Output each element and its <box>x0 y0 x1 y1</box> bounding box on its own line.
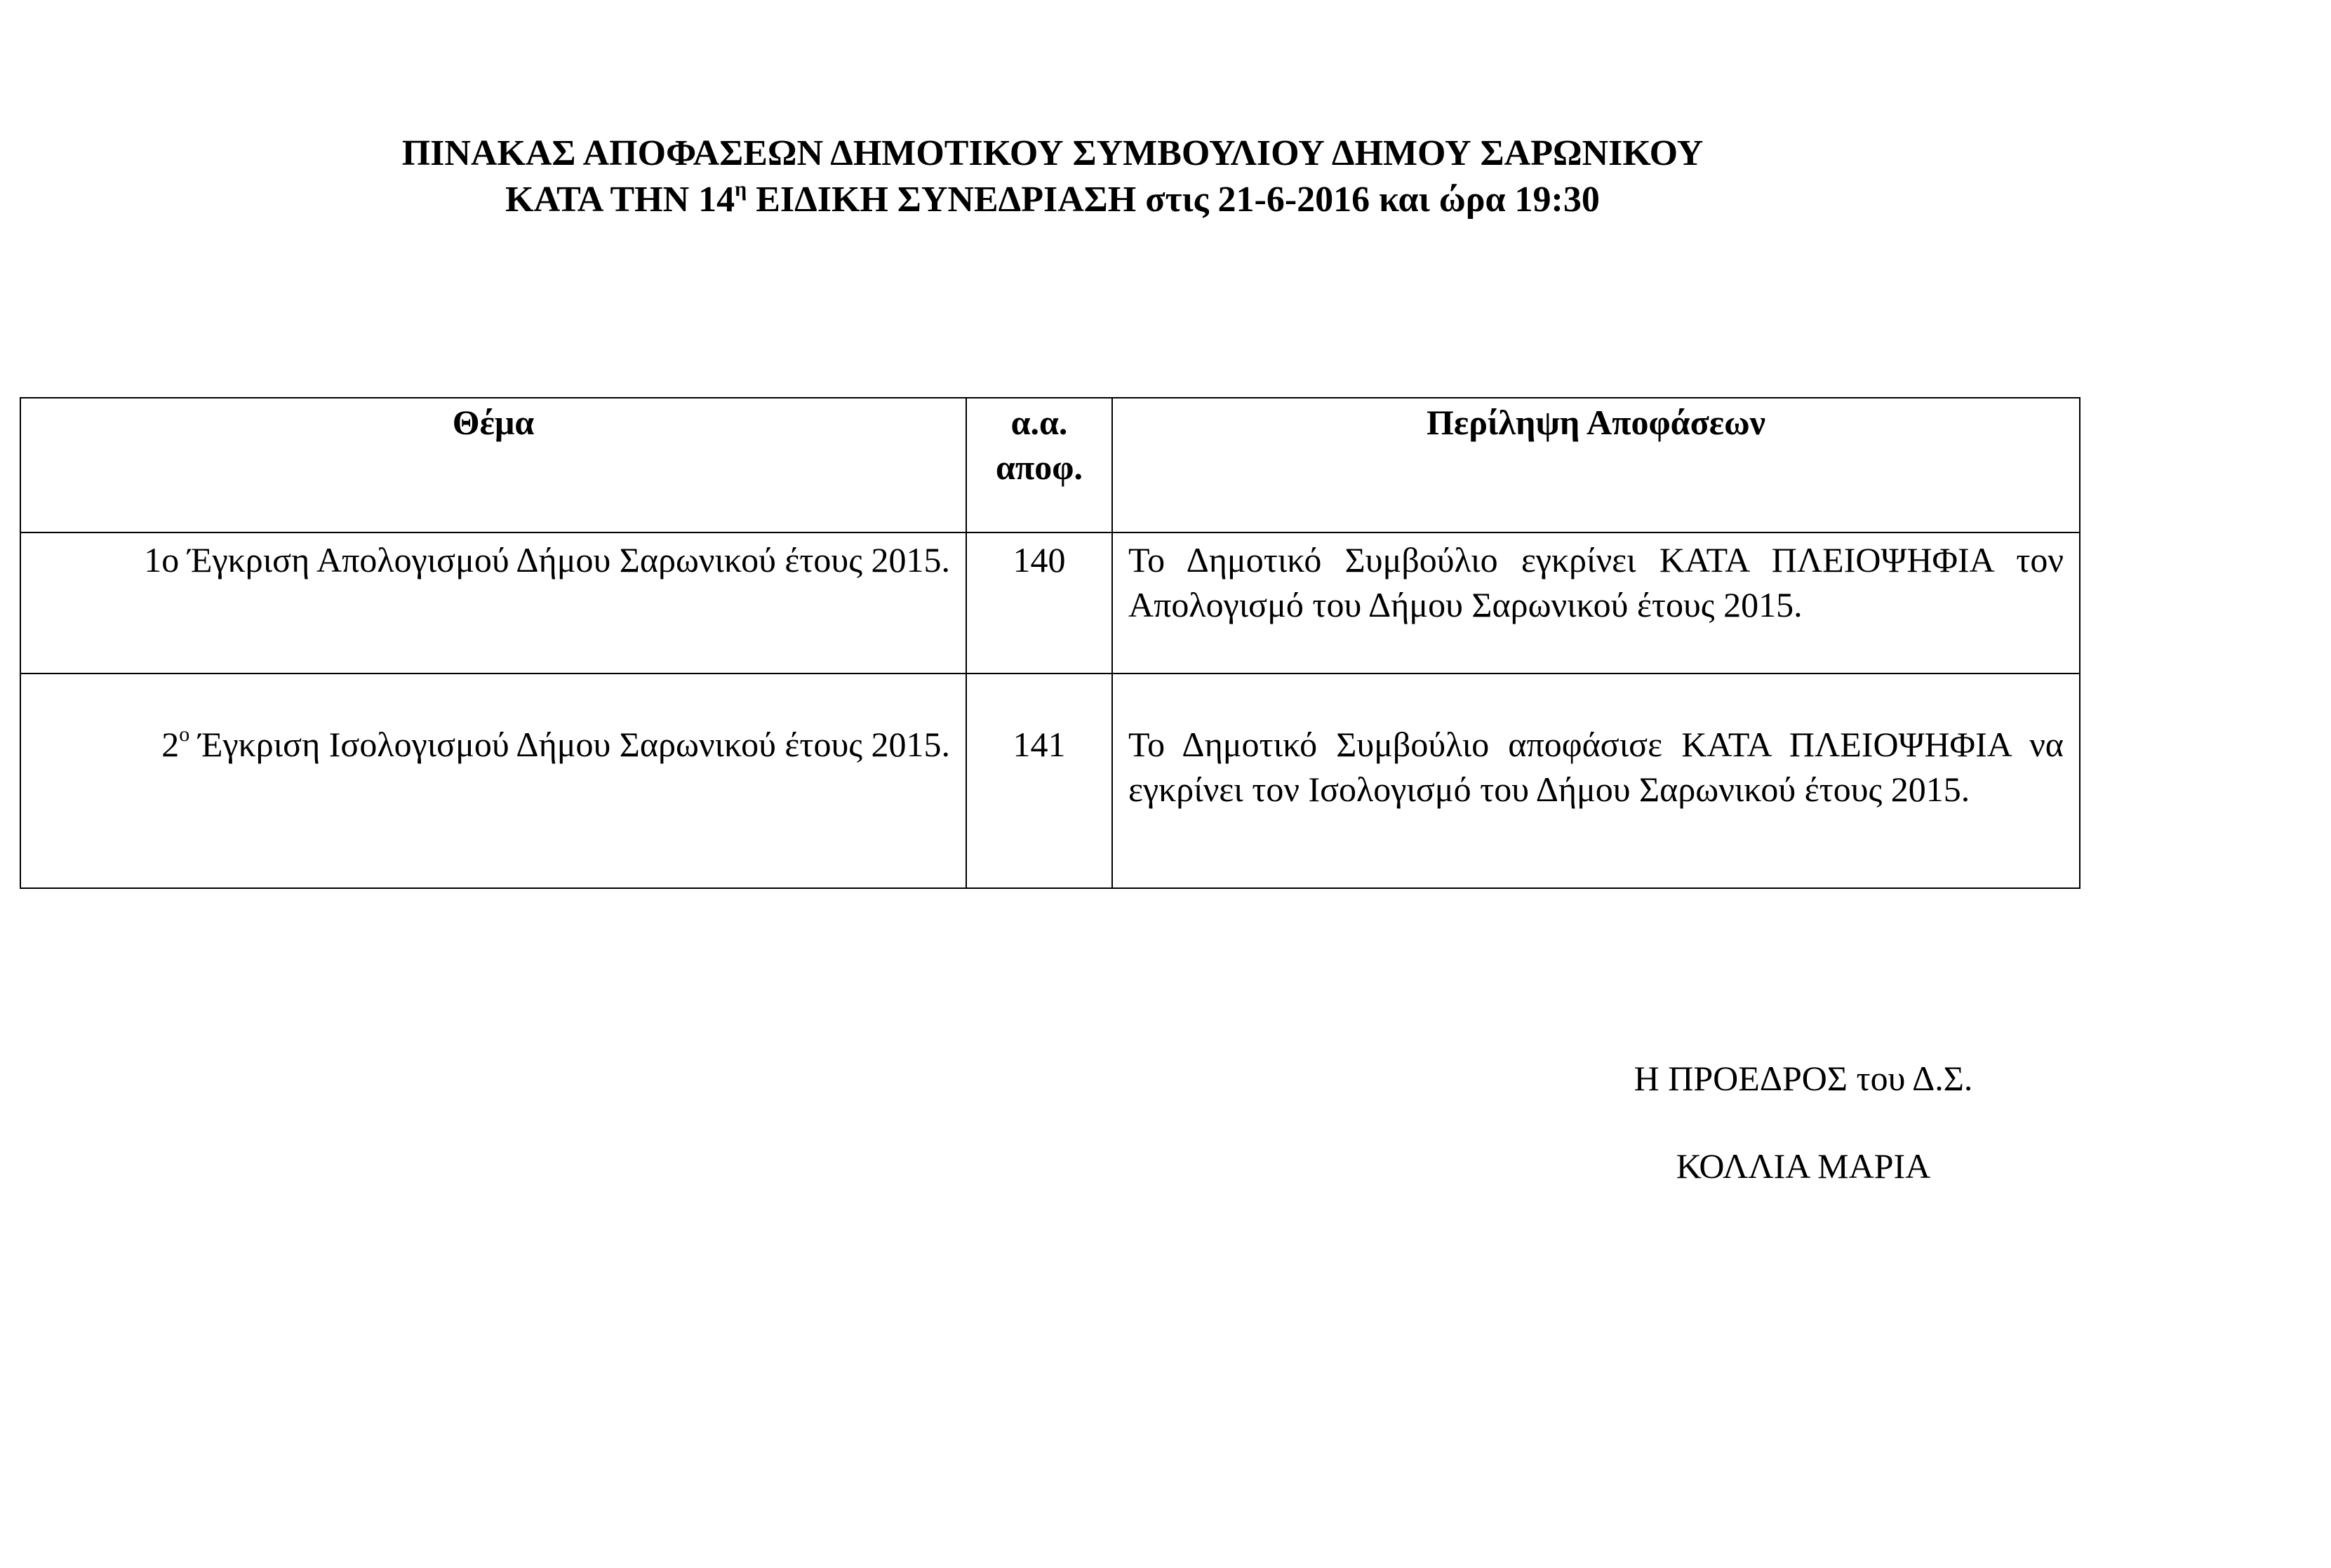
table-row <box>20 532 2080 674</box>
document-title <box>0 130 2105 223</box>
title-line-1: ΠΙΝΑΚΑΣ ΑΠΟΦΑΣΕΩΝ ΔΗΜΟΤΙΚΟΥ ΣΥΜΒΟΥΛΙΟΥ ΔΗΜΟΥ ΣΑΡΩΝΙΚΟΥ <box>401 133 1704 173</box>
row-decision-number: 141 <box>966 674 1112 888</box>
table-row <box>20 674 2080 888</box>
header-number-line-2: αποφ. <box>996 448 1083 487</box>
row-subject-text: Έγκριση Απολογισμού Δήμου Σαρωνικού έτους 2015. <box>179 540 950 579</box>
title-line-2-suffix: ΕΙΔΙΚΗ ΣΥΝΕΔΡΙΑΣΗ στις 21-6-2016 και ώρα 19:30 <box>747 180 1600 220</box>
row-subject-text: Έγκριση Ισολογισμού Δήμου Σαρωνικού έτους 2015. <box>189 725 950 764</box>
row-subject-number: 2 <box>161 725 180 764</box>
row-subject-ordinal-superscript: ο <box>179 723 190 746</box>
signature-role: Η ΠΡΟΕΔΡΟΣ του Δ.Σ. <box>1634 1059 1973 1098</box>
header-summary: Περίληψη Αποφάσεων <box>1112 398 2080 532</box>
decisions-table <box>20 397 2080 889</box>
row-summary: Το Δημοτικό Συμβούλιο εγκρίνει ΚΑΤΑ ΠΛΕΙΟΨΗΦΙΑ τον Απολογισμό του Δήμου Σαρωνικού έτους 2015. <box>1112 532 2080 674</box>
row-subject <box>20 674 966 888</box>
header-decision-number <box>966 398 1112 532</box>
row-subject-number: 1ο <box>144 540 180 579</box>
signature-name: ΚΟΛΛΙΑ ΜΑΡΙΑ <box>1676 1146 1931 1186</box>
header-subject: Θέμα <box>20 398 966 532</box>
table-header-row <box>20 398 2080 532</box>
header-number-line-1: α.α. <box>1010 403 1068 442</box>
title-line-2-prefix: ΚΑΤΑ ΤΗΝ 14 <box>505 180 735 220</box>
title-ordinal-superscript: η <box>735 177 747 201</box>
row-summary: Το Δημοτικό Συμβούλιο αποφάσισε ΚΑΤΑ ΠΛΕΙΟΨΗΦΙΑ να εγκρίνει τον Ισολογισμό του Δήμου Σαρωνικού έτους 2015. <box>1112 674 2080 888</box>
row-subject <box>20 532 966 674</box>
title-line-2 <box>0 177 2105 223</box>
row-decision-number: 140 <box>966 532 1112 674</box>
